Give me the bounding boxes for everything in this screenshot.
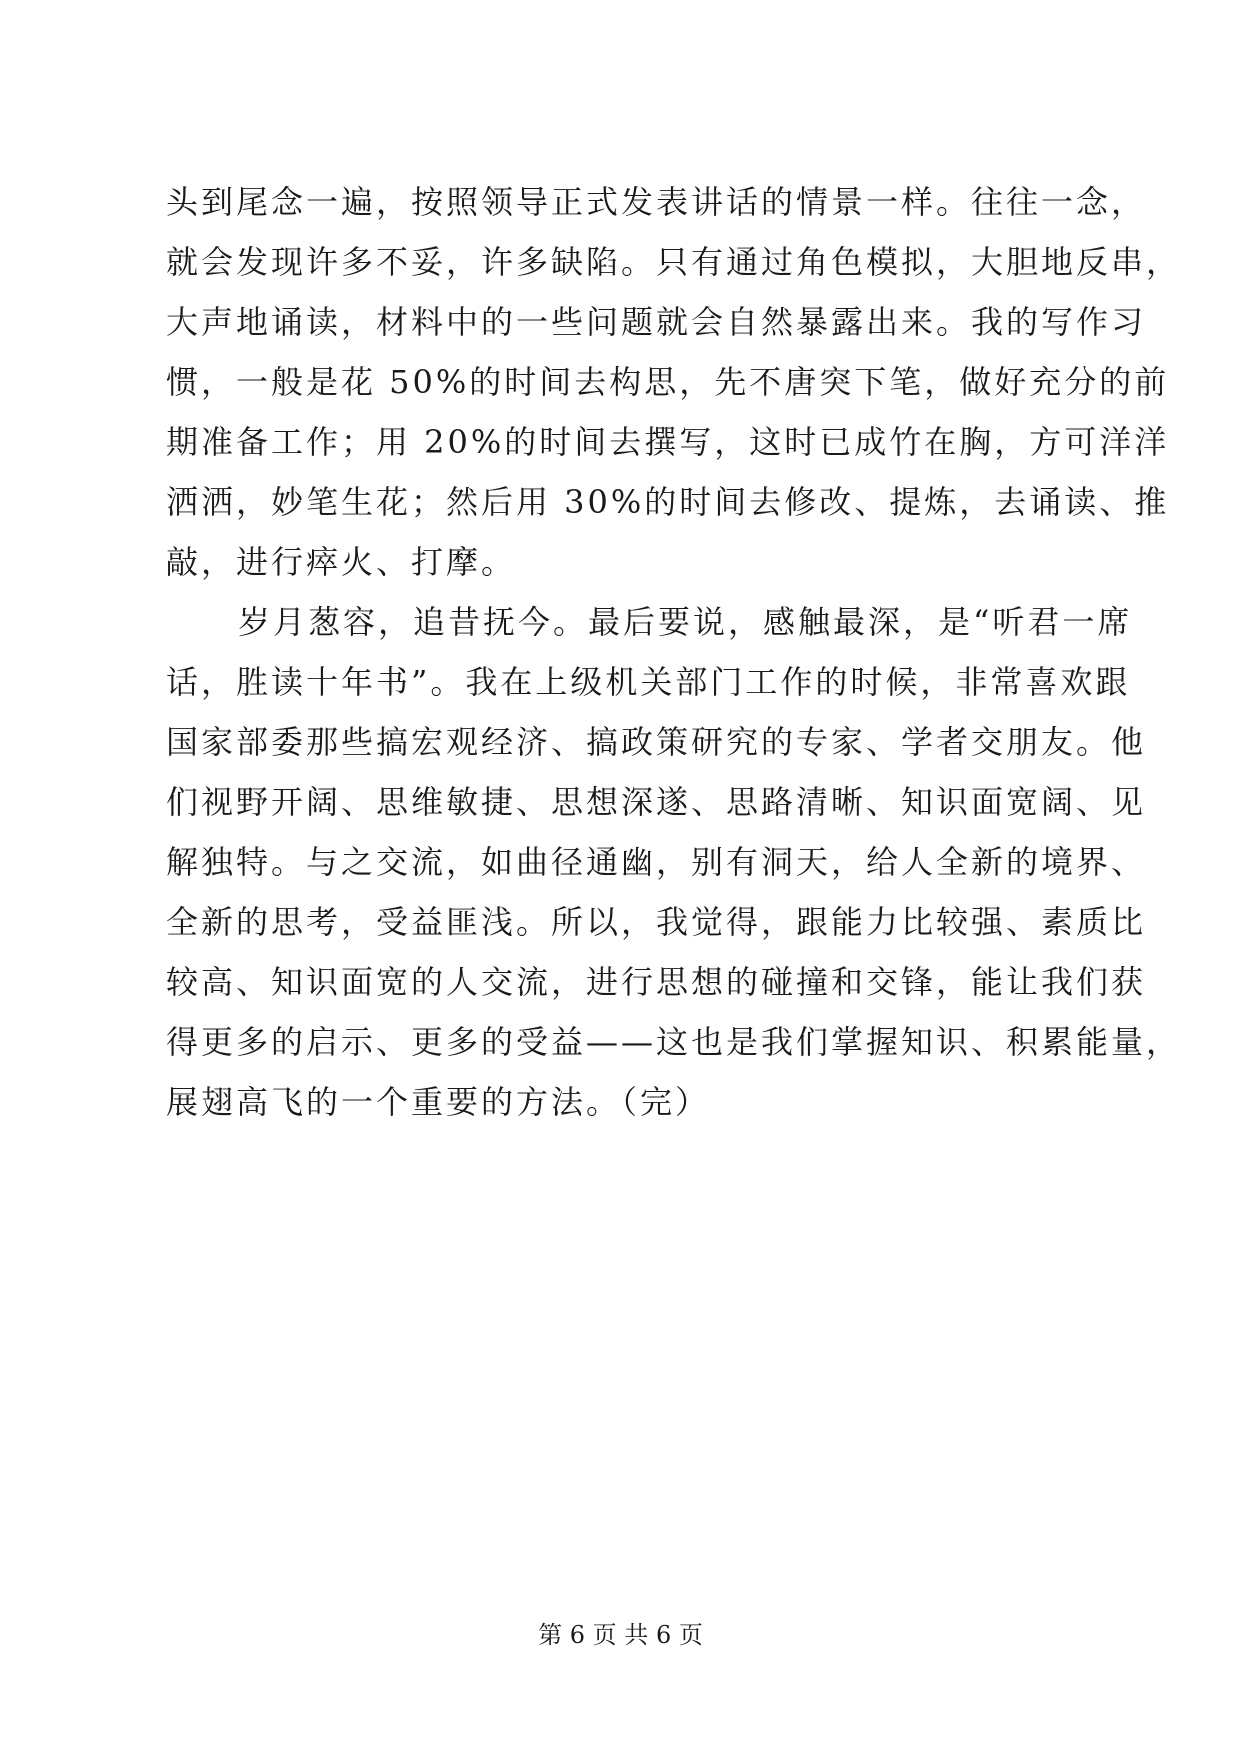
- text-line: 惯，一般是花 50%的时间去构思，先不唐突下笔，做好充分的前: [166, 363, 1170, 401]
- text-line: 敲，进行瘁火、打摩。: [166, 543, 517, 581]
- text-line: 国家部委那些搞宏观经济、搞政策研究的专家、学者交朋友。他: [166, 723, 1147, 761]
- text-line: 洒洒，妙笔生花；然后用 30%的时间去修改、提炼，去诵读、推: [166, 483, 1170, 521]
- body-text: [166, 172, 1182, 1192]
- text-line: 们视野开阔、思维敏捷、思想深遂、思路清晰、知识面宽阔、见: [166, 783, 1147, 821]
- text-line-indented: 岁月葱容，追昔抚今。最后要说，感触最深，是“听君一席: [238, 603, 1133, 641]
- text-line: 得更多的启示、更多的受益——这也是我们掌握知识、积累能量，: [166, 1023, 1182, 1061]
- text-line: 大声地诵读，材料中的一些问题就会自然暴露出来。我的写作习: [166, 303, 1147, 341]
- text-line: 较高、知识面宽的人交流，进行思想的碰撞和交锋，能让我们获: [166, 963, 1147, 1001]
- text-line: 期准备工作；用 20%的时间去撰写，这时已成竹在胸，方可洋洋: [166, 423, 1170, 461]
- text-line: 展翅高飞的一个重要的方法。（完）: [166, 1083, 711, 1121]
- text-line: [166, 1132, 1086, 1192]
- paragraph-1: [166, 172, 1182, 592]
- text-line: 就会发现许多不妥，许多缺陷。只有通过角色模拟，大胆地反串，: [166, 243, 1182, 281]
- text-line: 话，胜读十年书”。我在上级机关部门工作的时候，非常喜欢跟: [166, 663, 1131, 701]
- text-line: 解独特。与之交流，如曲径通幽，别有洞天，给人全新的境界、: [166, 843, 1147, 881]
- text-line: 全新的思考，受益匪浅。所以，我觉得，跟能力比较强、素质比: [166, 903, 1147, 941]
- page-number-footer: 第 6 页 共 6 页: [538, 1621, 703, 1649]
- paragraph-2: [166, 592, 1182, 1192]
- text-line: 头到尾念一遍，按照领导正式发表讲话的情景一样。往往一念，: [166, 183, 1147, 221]
